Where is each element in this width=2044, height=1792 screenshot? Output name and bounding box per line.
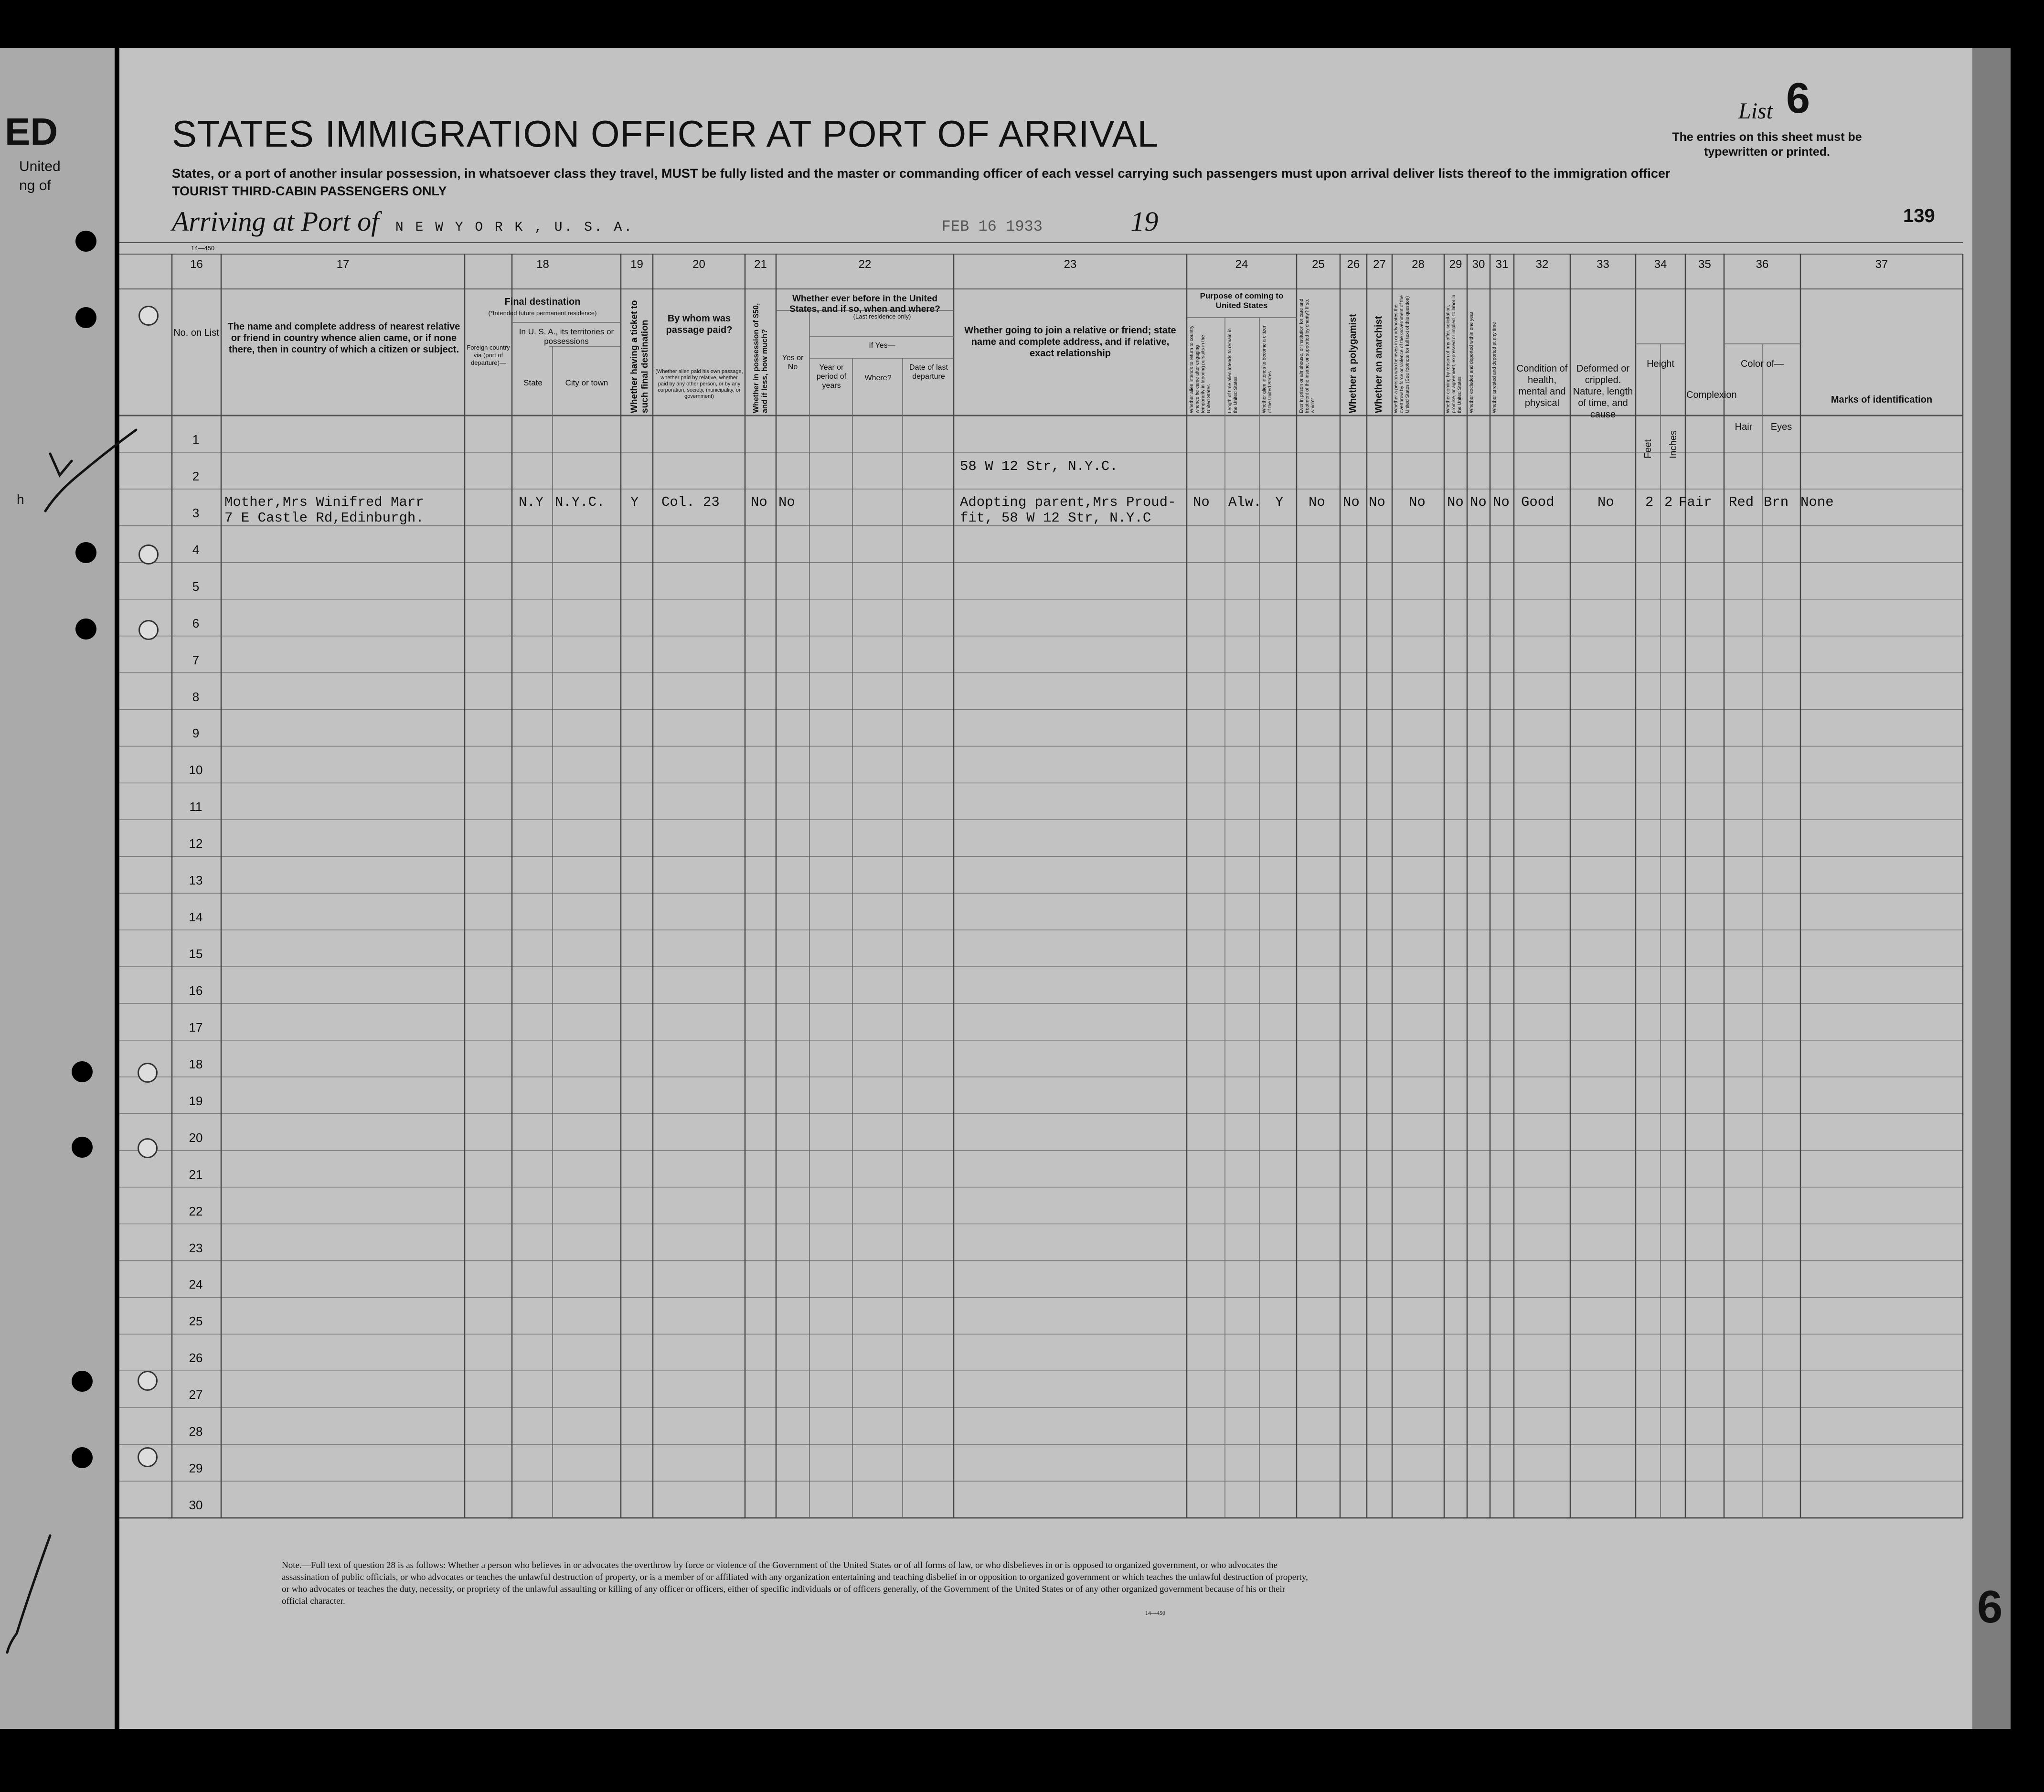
row-number: 1 [192,432,200,447]
header-deformed: Deformed or crippled. Nature, length of time, and cause [1573,363,1633,420]
header-if-yes: If Yes— [869,341,895,350]
polygamist-value: No [1343,494,1360,510]
punch-hole-icon [75,307,96,328]
facing-page-fragment: ng of [19,178,51,193]
header-where: Where? [864,374,892,382]
row-number: 30 [189,1498,203,1513]
relative-name: Mother,Mrs Winifred Marr [224,494,424,510]
stamp-number: 139 [1903,205,1935,226]
column-number: 20 [692,258,705,271]
row-number: 20 [189,1130,203,1145]
before-value: No [778,494,795,510]
destination-state: N.Y [519,494,544,510]
punch-hole-icon [72,1061,93,1082]
header-in-usa: In U. S. A., its territories or possessions [519,327,614,346]
join-relative-line2: fit, 58 W 12 Str, N.Y.C [960,510,1151,526]
passenger-class: TOURIST THIRD-CABIN PASSENGERS ONLY [172,184,447,198]
header-marks: Marks of identification [1831,395,1933,405]
header-year-period: Year or period of years [816,363,847,390]
column-number: 27 [1373,258,1386,271]
row-number: 26 [189,1351,203,1365]
footnote-form-code: 14—450 [1145,1610,1165,1616]
row-number: 29 [189,1461,203,1476]
header-join-relative: Whether going to join a relative or friend; state name and complete address, and if relative, exact relationship [964,325,1176,359]
complexion-value: Fair [1679,494,1712,510]
punch-hole-icon [72,1447,93,1468]
header-ticket: Whether having a ticket to such final destination [629,300,650,413]
reinforcement-ring-icon [138,1063,158,1083]
inches-value: 2 [1664,494,1673,510]
column-number: 36 [1756,258,1769,271]
form-grid [119,48,1972,1729]
row-number: 9 [192,726,200,741]
header-fifty-dollars: Whether in possession of $50, and if less, how much? [752,303,769,413]
header-final-destination: Final destination [504,297,581,307]
header-excluded: Whether excluded and deported within one year [1469,311,1474,413]
date-stamp: FEB 16 1933 [941,218,1043,235]
header-prison: Ever in prison or almshouse, or institution for care and treatment of the insane, or supported by charity? If so, which? [1299,299,1316,413]
column-number: 23 [1064,258,1077,271]
row-number: 5 [192,579,200,594]
header-inches: Inches [1668,430,1679,459]
row-number: 16 [189,983,203,998]
header-color-of: Color of— [1740,359,1784,369]
header-list-number: No. on List [173,328,219,338]
deformed-value: No [1597,494,1614,510]
header-offer-labor: Whether coming by reason of any offer, solicitation, promise, or agreement, expressed or implied, to labor in the United States [1446,295,1462,413]
row-number: 23 [189,1240,203,1255]
row-number: 8 [192,689,200,704]
facing-page-fragment: United [19,159,61,174]
reinforcement-ring-icon [138,1138,158,1158]
header-anarchist: Whether an anarchist [1373,316,1384,413]
row-number: 18 [189,1056,203,1071]
header-notice: States, or a port of another insular possession, in whatsoever class they travel, MUST be fully listed and the master or commanding officer of each vessel carrying such passengers must upon arrival deliver lists thereof to the immigration officer [172,166,1671,181]
row-number: 15 [189,947,203,961]
header-feet: Feet [1643,439,1653,459]
header-purpose-return: Whether alien intends to return to country whence he came after engaging temporarily in laboring pursuits in the United States [1189,325,1212,413]
column-number: 24 [1235,258,1248,271]
column-number: 18 [536,258,549,271]
row-number: 11 [189,800,202,814]
column-number: 19 [630,258,643,271]
relative-address: 7 E Castle Rd,Edinburgh. [224,510,424,526]
column-number: 26 [1347,258,1360,271]
prison-value: No [1309,494,1325,510]
row-number: 10 [189,763,203,778]
row-number: 12 [189,836,203,851]
eyes-value: Brn [1764,494,1789,510]
header-complexion: Complexion [1686,390,1737,400]
row-number: 2 [192,469,200,483]
header-eyes: Eyes [1770,422,1792,432]
reinforcement-ring-icon [138,620,159,640]
header-purpose-length: Length of time alien intends to remain in the United States [1227,328,1238,413]
reinforcement-ring-icon [138,1447,158,1467]
page-edge [1972,48,2011,1729]
row-number: 3 [192,505,200,520]
deported-value: No [1493,494,1510,510]
year-prefix: 19 [1130,206,1159,237]
hair-value: Red [1729,494,1754,510]
header-passage-paid: By whom was passage paid? [666,313,733,335]
row-number: 14 [189,910,203,925]
header-foreign-country: Foreign country via (port of departure)— [467,344,510,366]
citizen-value: Y [1275,494,1284,510]
check-mark-icon [0,0,191,1792]
column-number: 31 [1495,258,1509,271]
health-value: Good [1521,494,1554,510]
manifest-sheet [119,48,2003,1729]
facing-page-fragment: ED [5,110,58,153]
passage-value: Col. 23 [661,494,720,510]
punch-hole-icon [75,542,96,563]
marks-value: None [1800,494,1834,510]
column-number: 22 [858,258,872,271]
footnote-lead: Note.— [282,1560,311,1570]
row-number: 25 [189,1314,203,1329]
sheet-note: The entries on this sheet must be typewritten or printed. [1672,130,1862,159]
column-number: 25 [1312,258,1325,271]
row-number: 4 [192,542,200,557]
header-deported: Whether arrested and deported at any time [1492,322,1497,413]
column-number: 16 [190,258,203,271]
header-city: City or town [565,378,608,387]
header-overthrow: Whether a person who believes in or advocates the overthrow by force or violence of the Government of the United States (See footnote for full text of this question) [1394,295,1410,413]
column-number: 33 [1597,258,1609,271]
column-number: 34 [1654,258,1667,271]
fifty-value: No [751,494,767,510]
header-hair: Hair [1735,422,1753,432]
length-value: Alw. [1228,494,1262,510]
header-before-in-us: Whether ever before in the United States, and if so, when and where? [789,294,940,314]
row-number: 13 [189,873,203,888]
column-number: 17 [336,258,350,271]
header-polygamist: Whether a polygamist [1348,314,1358,413]
row1-address: 58 W 12 Str, N.Y.C. [960,459,1118,474]
feet-value: 2 [1645,494,1654,510]
header-relative-address: The name and complete address of nearest relative or friend in country whence alien came, or if none there, then in country of which a citizen or subject. [227,321,460,355]
page-number: 6 [1977,1581,2003,1632]
offer-value: No [1447,494,1464,510]
column-number: 35 [1698,258,1711,271]
facing-page-row-mark: h [17,492,24,507]
header-passage-note: (Whether alien paid his own passage, whether paid by relative, whether paid by any other person, or by any corporation, society, municipality, or government) [655,369,743,399]
row-number: 21 [189,1167,203,1182]
list-number: 6 [1786,75,1810,122]
row-number: 27 [189,1387,203,1402]
overthrow-value: No [1409,494,1426,510]
header-purpose: Purpose of coming to United States [1200,291,1284,310]
header-health: Condition of health, mental and physical [1516,363,1568,408]
row-number: 28 [189,1424,203,1439]
header-last-residence: (Last residence only) [853,313,911,320]
excluded-value: No [1470,494,1487,510]
join-relative-line1: Adopting parent,Mrs Proud- [960,494,1176,510]
purpose-return-value: No [1193,494,1210,510]
punch-hole-icon [72,1137,93,1158]
row-number: 6 [192,616,200,630]
footnote-text: Full text of question 28 is as follows: Whether a person who believes in or advocates the overthrow by force or violence of the Government of the United States or of all forms of law, or who disbelieves in or is opposed to organized government, or who advocates the assassination of public officials, or who advocates or teaches the unlawful destruction of property, or is a member of or affiliated with any organization entertaining and teaching disbelief in or opposition to organized government or which teaches the unlawful destruction of property, or who advocates or teaches the duty, necessity, or propriety of the unlawful assaulting or killing of any officer or officers, either of specific individuals or of officers generally, of the Government of the United States or of any other organized government because of his or their official character. [282,1560,1308,1606]
column-number: 30 [1472,258,1485,271]
header-yes-no: Yes or No [782,354,804,371]
anarchist-value: No [1369,494,1385,510]
row-number: 24 [189,1277,203,1292]
header-destination-note: (*Intended future permanent residence) [488,309,597,317]
footnote [282,1559,1309,1619]
row-number: 7 [192,652,200,667]
row-number: 22 [189,1204,203,1218]
header-purpose-citizen: Whether alien intends to become a citizen of the United States [1262,324,1273,413]
reinforcement-ring-icon [138,306,159,326]
reinforcement-ring-icon [138,1371,158,1391]
margin-form-code: 14—450 [191,245,215,252]
list-label: List [1738,98,1773,124]
column-number: 21 [754,258,767,271]
arriving-label: Arriving at Port of [172,206,379,237]
row-number: 19 [189,1093,203,1108]
column-number: 32 [1535,258,1549,271]
punch-hole-icon [75,619,96,640]
page-title: STATES IMMIGRATION OFFICER AT PORT OF ARRIVAL [172,113,1159,155]
ticket-value: Y [630,494,639,510]
column-number: 28 [1412,258,1425,271]
column-number: 29 [1449,258,1462,271]
row-number: 17 [189,1020,203,1035]
port-of-arrival: N E W Y O R K , U. S. A. [395,220,634,235]
punch-hole-icon [75,231,96,252]
column-number: 37 [1875,258,1888,271]
punch-hole-icon [72,1371,93,1392]
header-height: Height [1647,359,1674,369]
reinforcement-ring-icon [138,544,159,565]
header-state: State [523,378,543,387]
destination-city: N.Y.C. [555,494,605,510]
header-last-departure: Date of last departure [909,363,948,381]
